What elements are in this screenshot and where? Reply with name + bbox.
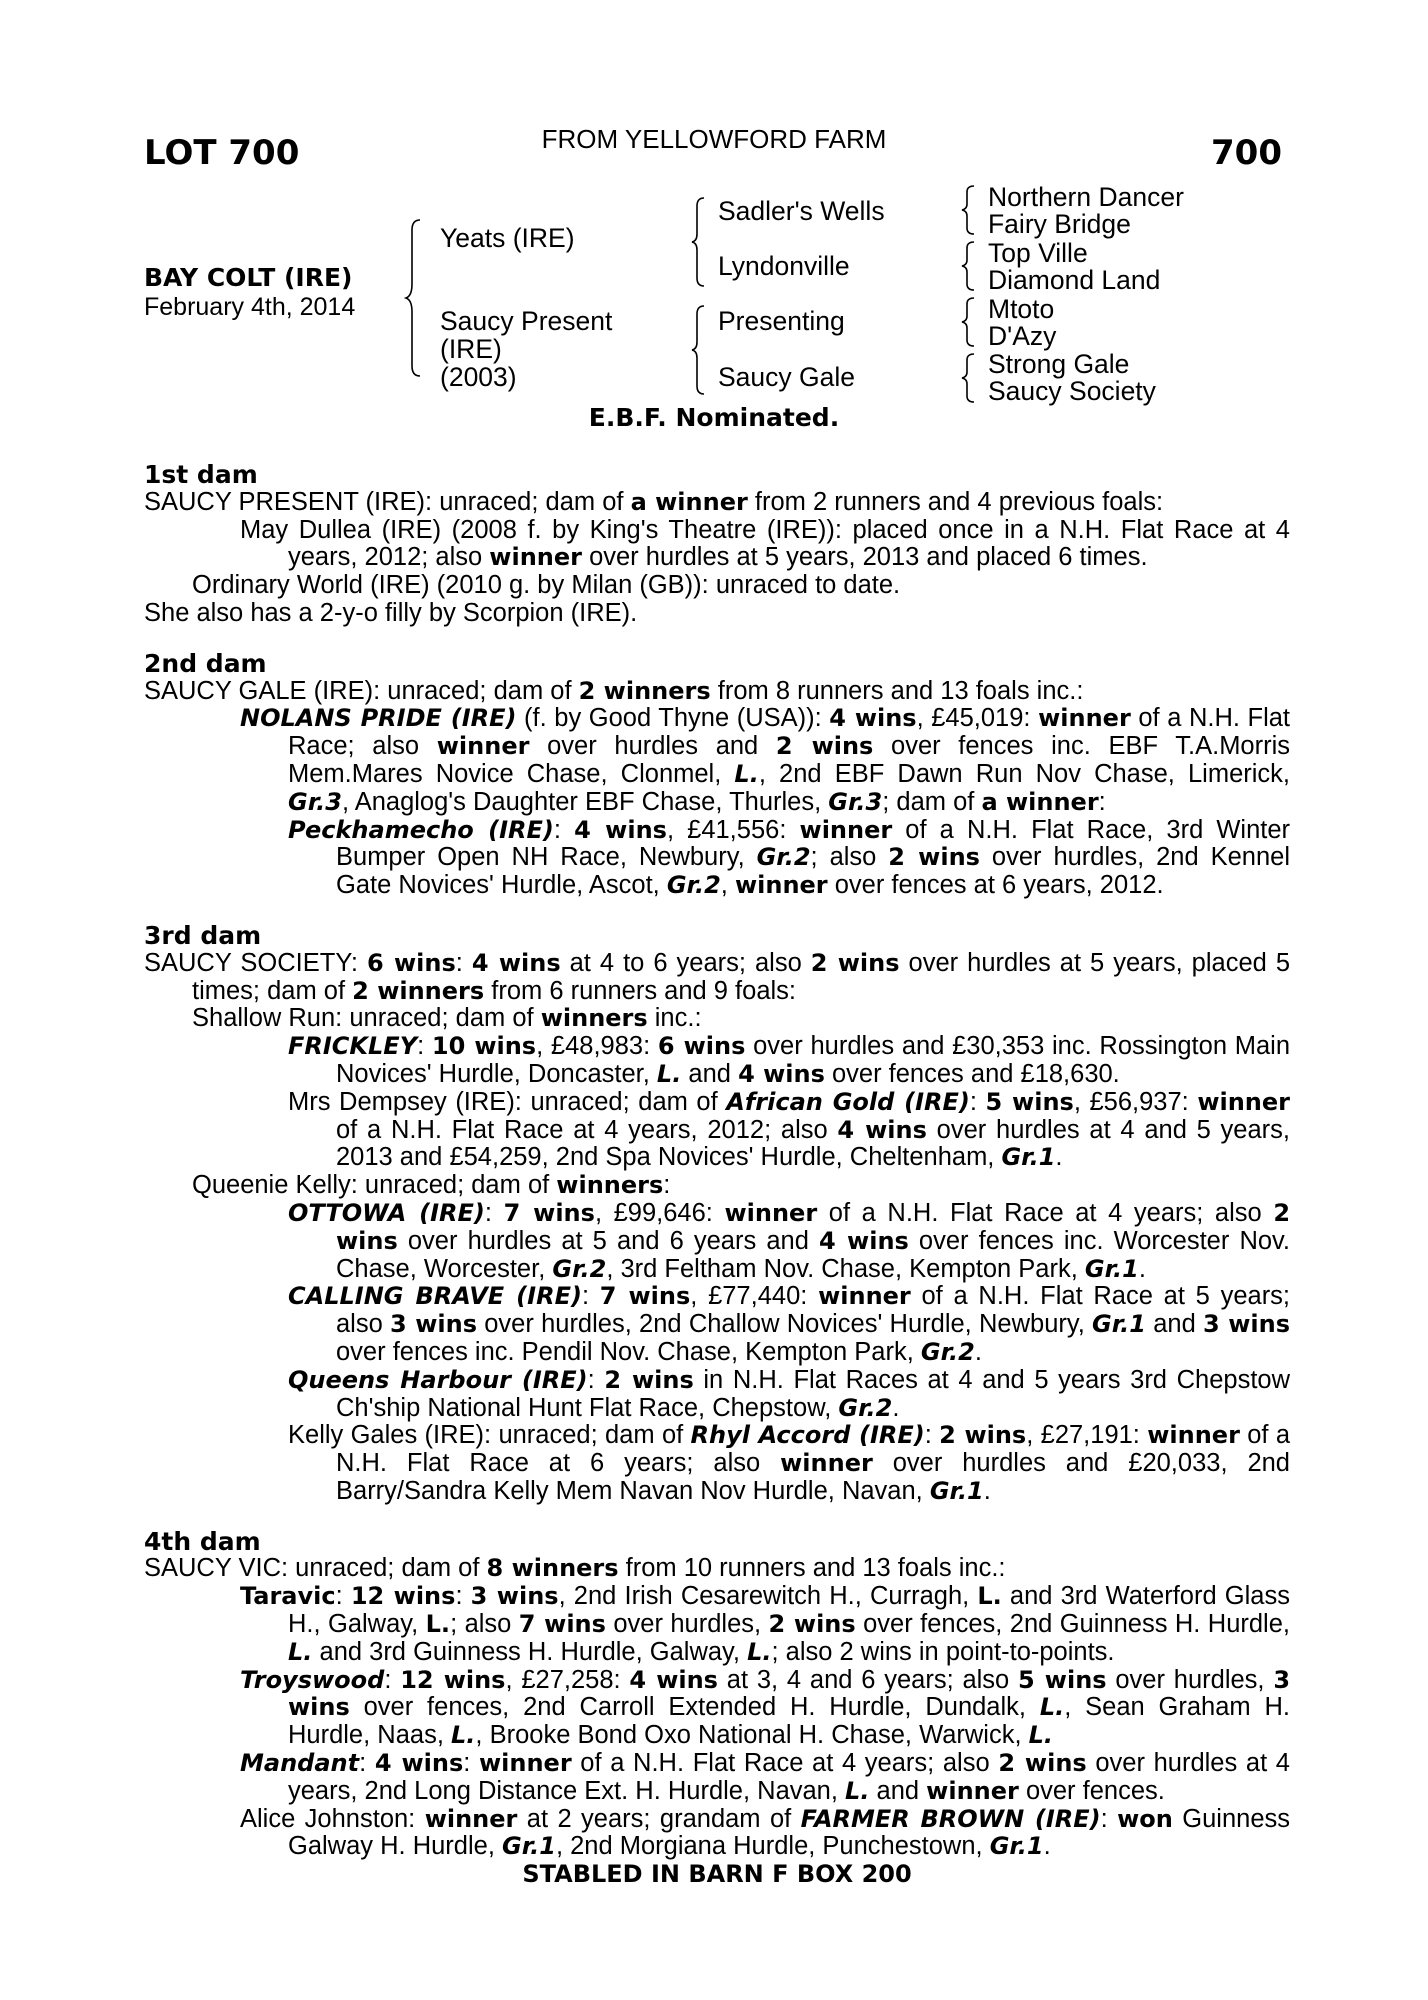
produce-entry: Peckhamecho (IRE): 4 wins, £41,556: winner of a N.H. Flat Race, 3rd Winter Bumper Open NH Race, Newbury, Gr.2; also 2 wins over hurdles, 2nd Kennel Gate Novices' Hurdle, Ascot, Gr.2, winner over fences at 6 years, 2012. bbox=[288, 815, 1291, 900]
dam-sire: Presenting bbox=[718, 306, 845, 336]
ssd: Fairy Bridge bbox=[988, 209, 1131, 239]
sire: Yeats (IRE) bbox=[440, 223, 575, 253]
section-3rd-dam bbox=[144, 922, 1290, 1506]
produce-entry: CALLING BRAVE (IRE): 7 wins, £77,440: winner of a N.H. Flat Race at 5 years; also 3 wins over hurdles, 2nd Challow Novices' Hurdle, Newbury, Gr.1 and 3 wins over fences inc. Pendil Nov. Chase, Kempton Park, Gr.2. bbox=[288, 1282, 1291, 1366]
dss: Mtoto bbox=[988, 294, 1055, 324]
produce-entry: OTTOWA (IRE): 7 wins, £99,646: winner of a N.H. Flat Race at 4 years; also 2 wins over hurdles at 5 and 6 years and 4 wins over fences inc. Worcester Nov. Chase, Worcester, Gr.2, 3rd Feltham Nov. Chase, Kempton Park, Gr.1. bbox=[288, 1198, 1291, 1283]
produce-entry: Mandant: 4 wins: winner of a N.H. Flat Race at 4 years; also 2 wins over hurdles at 4 years, 2nd Long Distance Ext. H. Hurdle, Navan, L. and winner over fences. bbox=[240, 1749, 1290, 1805]
produce-note: She also has a 2-y-o filly by Scorpion (IRE). bbox=[144, 598, 638, 627]
pedigree-brace-dd bbox=[960, 352, 980, 404]
produce-entry: Mrs Dempsey (IRE): unraced; dam of African Gold (IRE): 5 wins, £56,937: winner of a N.H. Flat Race at 4 years, 2012; also 4 wins over hurdles at 4 and 5 years, 2013 and £54,259, 2nd Spa Novices' Hurdle, Cheltenham, Gr.1. bbox=[288, 1087, 1290, 1172]
ebf-nominated: E.B.F. Nominated. bbox=[588, 403, 840, 432]
heading-2nd-dam: 2nd dam bbox=[144, 648, 267, 678]
produce-entry: Taravic: 12 wins: 3 wins, 2nd Irish Cesarewitch H., Curragh, L. and 3rd Waterford Glass H., Galway, L.; also 7 wins over hurdles, 2 wins over fences, 2nd Guinness H. Hurdle, L. and 3rd Guinness H. Hurdle, Galway, L.; also 2 wins in point-to-points. bbox=[240, 1582, 1290, 1666]
consignor: FROM YELLOWFORD FARM bbox=[541, 124, 887, 154]
lot-number: 700 bbox=[1211, 133, 1282, 173]
pedigree-brace-sd bbox=[960, 240, 980, 292]
heading-3rd-dam: 3rd dam bbox=[144, 920, 262, 950]
section-2nd-dam bbox=[144, 650, 1290, 900]
dsd: D'Azy bbox=[988, 321, 1057, 351]
pedigree-brace-main bbox=[404, 218, 426, 378]
produce-entry: FRICKLEY: 10 wins, £48,983: 6 wins over hurdles and £30,353 inc. Rossington Main Novices' Hurdle, Doncaster, L. and 4 wins over fences and £18,630. bbox=[288, 1032, 1291, 1088]
produce-entry: Alice Johnston: winner at 2 years; grandam of FARMER BROWN (IRE): won Guinness Galway H. Hurdle, Gr.1, 2nd Morgiana Hurdle, Punchestown, Gr.1. bbox=[240, 1804, 1291, 1861]
dam: Saucy Present bbox=[440, 306, 613, 336]
heading-4th-dam: 4th dam bbox=[144, 1526, 261, 1556]
section-4th-dam bbox=[144, 1528, 1290, 1862]
sss: Northern Dancer bbox=[988, 182, 1184, 212]
produce-entry: May Dullea (IRE) (2008 f. by King's Theatre (IRE)): placed once in a N.H. Flat Race at 4 years, 2012; also winner over hurdles at 5 years, 2013 and placed 6 times. bbox=[240, 515, 1290, 572]
sds: Top Ville bbox=[988, 238, 1088, 268]
dam-entry: SAUCY GALE (IRE): unraced; dam of 2 winners from 8 runners and 13 foals inc.: bbox=[144, 676, 1084, 705]
produce-entry: Shallow Run: unraced; dam of winners inc.: bbox=[192, 1004, 702, 1033]
heading-1st-dam: 1st dam bbox=[144, 460, 258, 489]
sire-sire: Sadler's Wells bbox=[718, 196, 885, 226]
dam-entry: SAUCY PRESENT (IRE): unraced; dam of a winner from 2 runners and 4 previous foals: bbox=[144, 487, 1164, 516]
produce-entry: NOLANS PRIDE (IRE) (f. by Good Thyne (USA)): 4 wins, £45,019: winner of a N.H. Flat Race; also winner over hurdles and 2 wins over fences inc. EBF T.A.Morris Mem.Mares Novice Chase, Clonmel, L., 2nd EBF Dawn Run Nov Chase, Limerick, Gr.3, Anaglog's Daughter EBF Chase, Thurles, Gr.3; dam of a winner: bbox=[240, 704, 1291, 816]
lot-label: LOT 700 bbox=[144, 133, 300, 173]
produce-entry: Queenie Kelly: unraced; dam of winners: bbox=[192, 1171, 671, 1200]
pedigree-brace-sire bbox=[690, 196, 710, 288]
produce-entry: Troyswood: 12 wins, £27,258: 4 wins at 3, 4 and 6 years; also 5 wins over hurdles, 3 wins over fences, 2nd Carroll Extended H. Hurdle, Dundalk, L., Sean Graham H. Hurdle, Naas, L., Brooke Bond Oxo National H. Chase, Warwick, L. bbox=[240, 1665, 1291, 1750]
produce-entry: Ordinary World (IRE) (2010 g. by Milan (GB)): unraced to date. bbox=[192, 571, 901, 600]
dam-entry: SAUCY VIC: unraced; dam of 8 winners from 10 runners and 13 foals inc.: bbox=[144, 1554, 1006, 1583]
pedigree-brace-ss bbox=[960, 184, 980, 236]
horse-dob: February 4th, 2014 bbox=[144, 293, 356, 321]
horse-name: BAY COLT (IRE) bbox=[144, 263, 353, 292]
sdd: Diamond Land bbox=[988, 265, 1161, 295]
section-1st-dam bbox=[144, 461, 1290, 628]
ddd: Saucy Society bbox=[988, 376, 1156, 406]
dam-entry: SAUCY SOCIETY: 6 wins: 4 wins at 4 to 6 years; also 2 wins over hurdles at 5 years, placed 5 times; dam of 2 winners from 6 runners and 9 foals: bbox=[144, 948, 1291, 1005]
sire-dam: Lyndonville bbox=[718, 251, 850, 281]
dam-year: (2003) bbox=[440, 362, 517, 392]
produce-entry: Kelly Gales (IRE): unraced; dam of Rhyl Accord (IRE): 2 wins, £27,191: winner of a N.H. Flat Race at 6 years; also winner over hurdles and £20,033, 2nd Barry/Sandra Kelly Mem Navan Nov Hurdle, Navan, Gr.1. bbox=[288, 1421, 1291, 1505]
pedigree-notes bbox=[144, 461, 1290, 1889]
dam-dam: Saucy Gale bbox=[718, 362, 855, 392]
dds: Strong Gale bbox=[988, 349, 1130, 379]
produce-entry: Queens Harbour (IRE): 2 wins in N.H. Flat Races at 4 and 5 years 3rd Chepstow Ch'ship National Hunt Flat Race, Chepstow, Gr.2. bbox=[288, 1365, 1291, 1422]
stabling-info: STABLED IN BARN F BOX 200 bbox=[522, 1860, 912, 1889]
pedigree-brace-ds bbox=[960, 296, 980, 348]
dam-country: (IRE) bbox=[440, 334, 502, 364]
pedigree-brace-dam bbox=[690, 304, 710, 396]
